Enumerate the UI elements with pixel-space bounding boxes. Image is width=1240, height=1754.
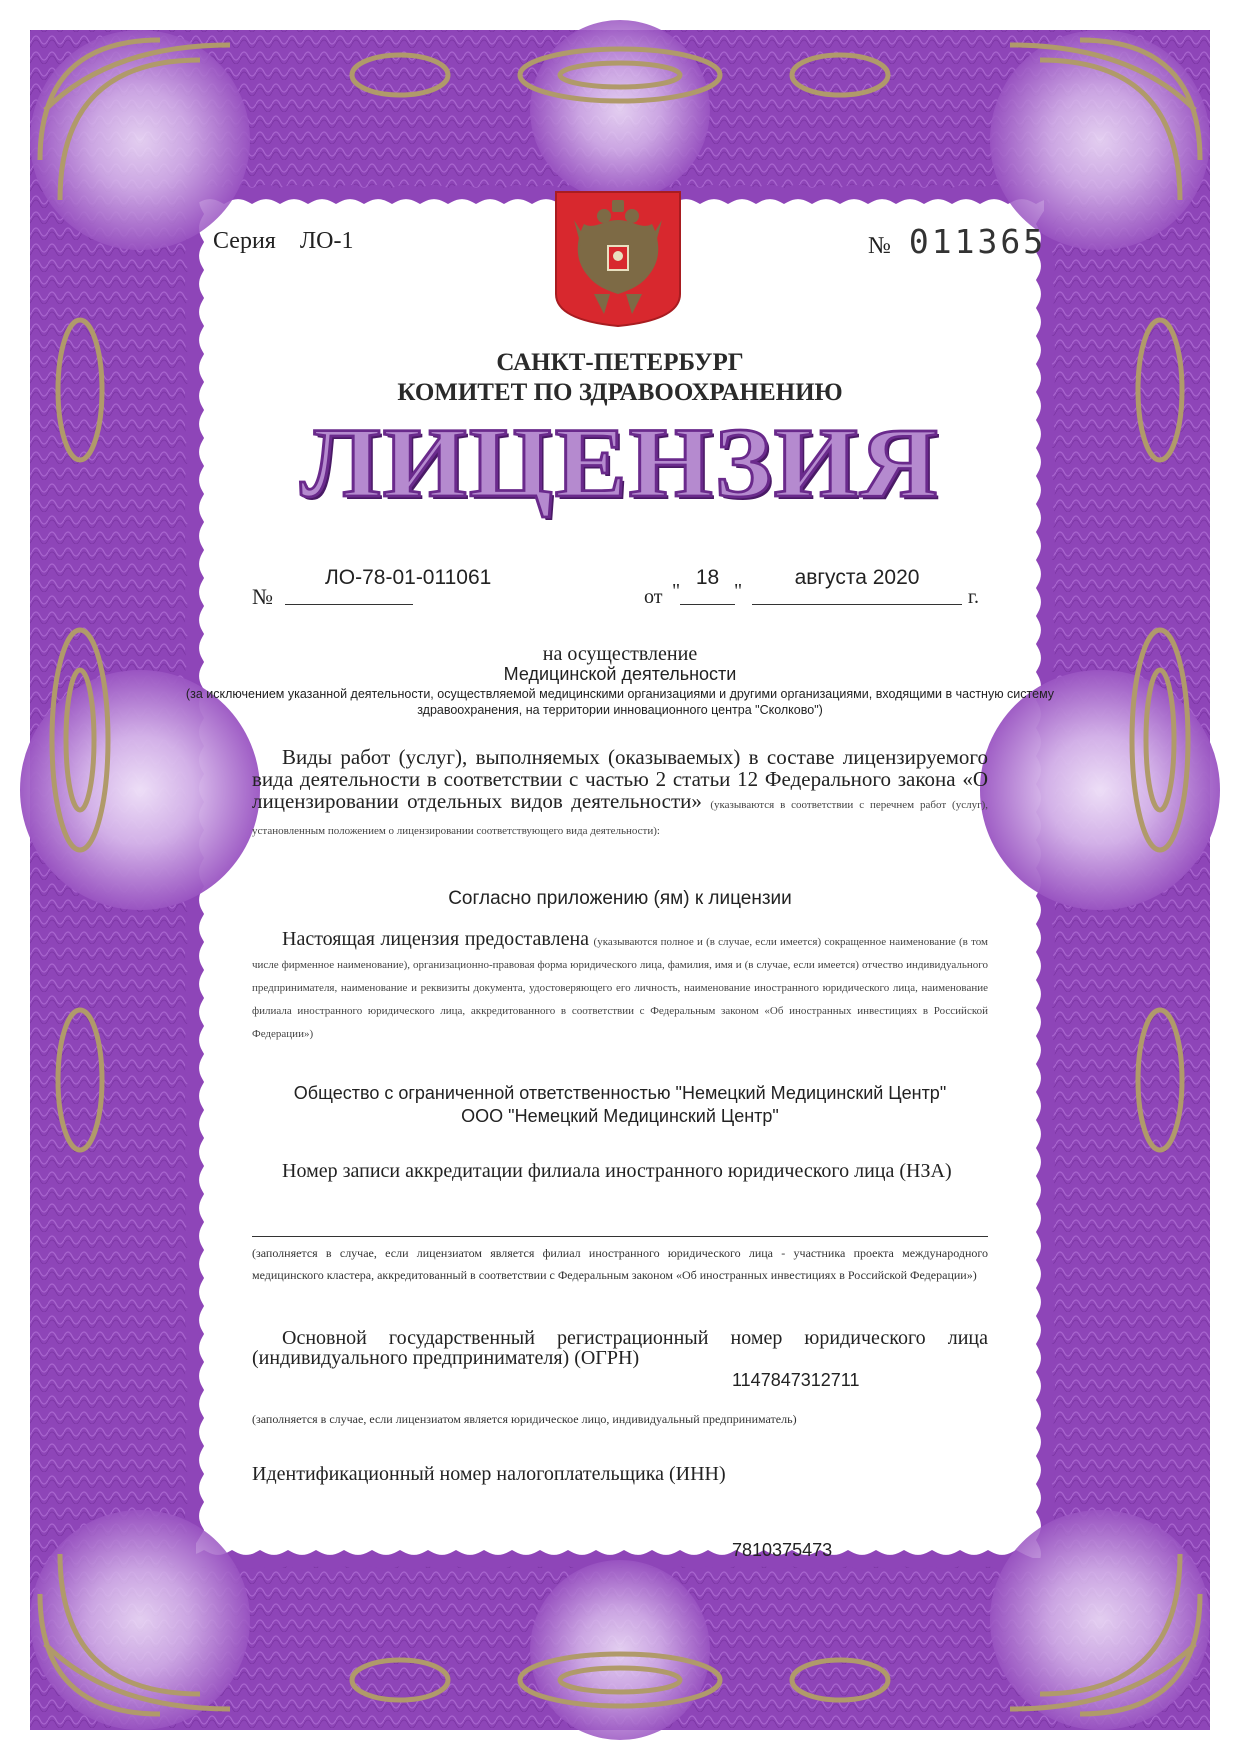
works-text-main: Виды работ (услуг), выполняемых (оказываемых) в составе лицензируемого вида деятельности в соответствии с частью 2 статьи 12 Федерального закона «О лицензировании отдельных видов деятельности» xyxy=(252,745,988,813)
nza-field-line xyxy=(252,1236,988,1237)
document-title: ЛИЦЕНЗИЯ xyxy=(300,408,940,519)
nza-label: Номер записи аккредитации филиала иностранного юридического лица (НЗА) xyxy=(282,1160,952,1182)
activity-intro: на осуществление xyxy=(542,643,698,665)
city-name: САНКТ-ПЕТЕРБУРГ xyxy=(496,349,744,376)
date-month-year-value: августа 2020 xyxy=(794,566,920,589)
russian-coat-of-arms-icon xyxy=(554,190,682,328)
document-title-block xyxy=(300,402,940,526)
ogrn-note: (заполняется в случае, если лицензиатом является юридическое лицо, индивидуальный предприниматель) xyxy=(252,1412,797,1426)
blank-number-line xyxy=(868,222,1046,261)
licensee-full-name: Общество с ограниченной ответственностью "Немецкий Медицинский Центр" xyxy=(293,1083,947,1103)
series-line xyxy=(213,228,353,255)
series-value: ЛО-1 xyxy=(299,228,354,254)
inn-label: Идентификационный номер налогоплательщика (ИНН) xyxy=(252,1463,726,1485)
activity-name: Медицинской деятельности xyxy=(503,664,737,684)
licensee-name xyxy=(215,1082,1025,1128)
date-quote-close: " xyxy=(734,580,743,602)
licensee-short-name: ООО "Немецкий Медицинский Центр" xyxy=(461,1106,779,1126)
coat-of-arms xyxy=(554,190,682,328)
ogrn-label: Основной государственный регистрационный номер юридического лица (индивидуального предпринимателя) (ОГРН) xyxy=(252,1327,988,1369)
date-day xyxy=(680,566,735,605)
granted-block xyxy=(252,928,988,1045)
date-quote-open: " xyxy=(672,580,681,602)
blank-number-sign: № xyxy=(868,233,891,259)
activity-note: (за исключением указанной деятельности, осуществляемой медицинскими организациями и другими организациями, входящими в частную систему здравоохранения, на территории инновационного центра "Сколково") xyxy=(185,687,1055,717)
nza-note: (заполняется в случае, если лицензиатом является филиал иностранного юридического лица - участника проекта международного медицинского кластера, аккредитованный в соответствии с Федеральным законом «Об иностранных инвестициях в Российской Федерации») xyxy=(252,1246,988,1282)
license-number: ЛО-78-01-011061 xyxy=(325,566,492,589)
inn-value: 7810375473 xyxy=(732,1540,833,1560)
works-value: Согласно приложению (ям) к лицензии xyxy=(448,888,792,909)
license-number-sign: № xyxy=(252,584,273,609)
date-year-suffix: г. xyxy=(968,586,979,608)
date-prefix: от xyxy=(644,586,663,608)
granted-note: (указываются полное и (в случае, если имеется) сокращенное наименование (в том числе фирменное наименование), организационно-правовая форма юридического лица, фамилия, имя и (в случае, если имеется) отчество индивидуального предпринимателя, наименование и реквизиты документа, удостоверяющего его личность, наименование иностранного юридического лица, наименование филиала иностранного юридического лица, аккредитованного в соответствии с Федеральным законом «Об иностранных инвестициях в Российской Федерации») xyxy=(252,936,989,1040)
committee-name: КОМИТЕТ ПО ЗДРАВООХРАНЕНИЮ xyxy=(397,379,843,406)
ogrn-value: 1147847312711 xyxy=(732,1370,860,1390)
blank-number: 011365 xyxy=(908,222,1047,261)
series-label: Серия xyxy=(213,228,276,254)
license-number-field xyxy=(285,566,492,605)
granted-text: Настоящая лицензия предоставлена xyxy=(282,928,590,950)
works-block xyxy=(252,746,988,842)
date-day-value: 18 xyxy=(695,566,720,589)
works-note: (указываются в соответствии с перечнем работ (услуг), установленным положением о лицензировании соответствующего вида деятельности): xyxy=(252,799,989,837)
issuing-authority xyxy=(300,348,940,408)
date-month-year xyxy=(752,566,962,605)
activity-block xyxy=(180,644,1060,718)
works-text xyxy=(252,746,988,842)
